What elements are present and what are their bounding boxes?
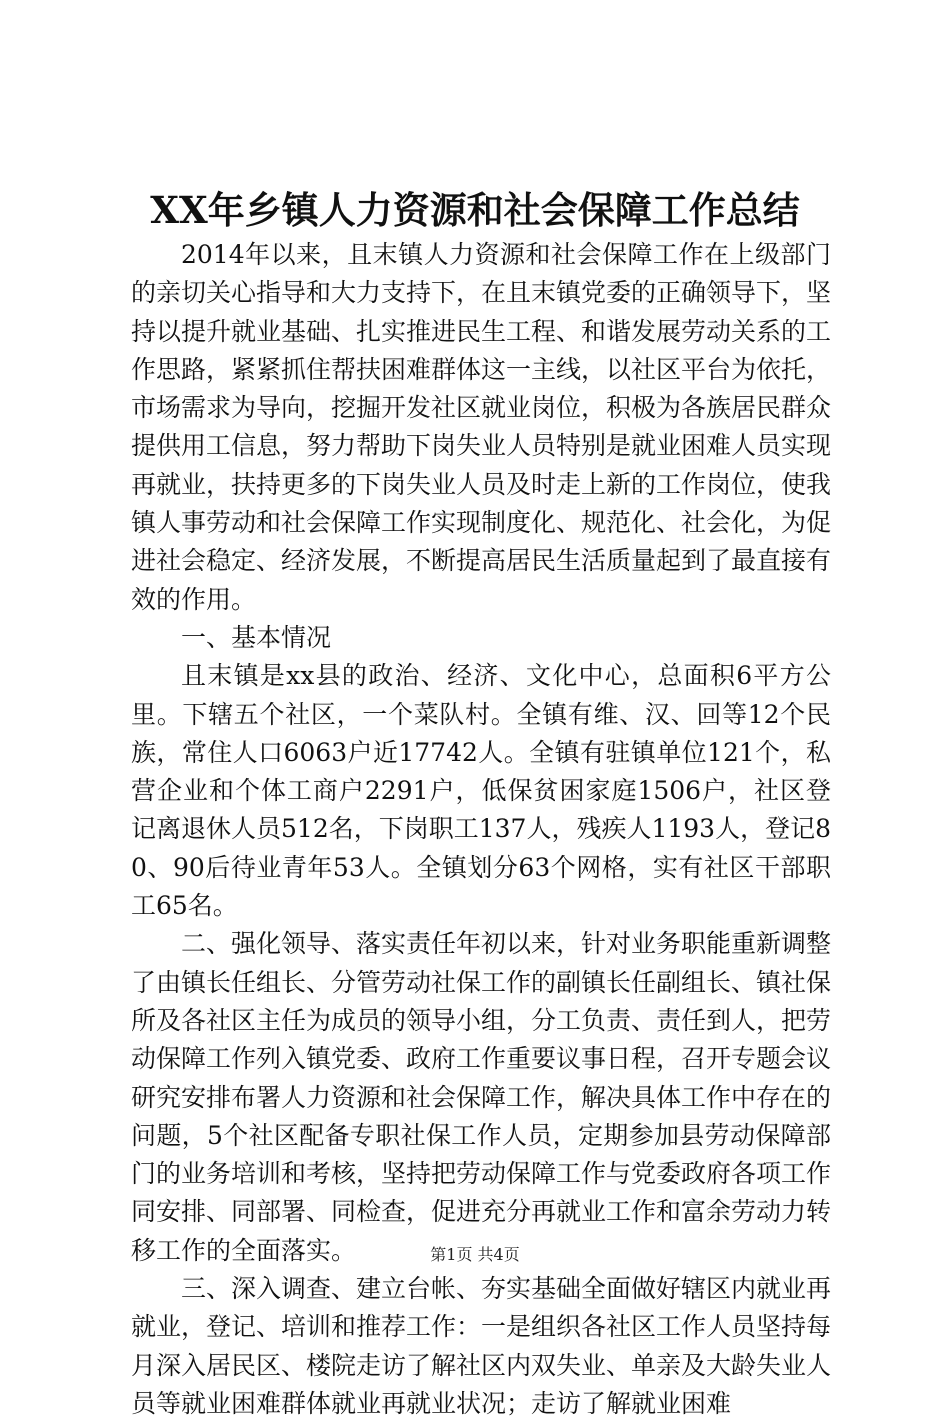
page-number-footer: 第1页 共4页 (430, 1245, 520, 1264)
body-paragraph: 且末镇是xx县的政治、经济、文化中心，总面积6平方公里。下辖五个社区，一个菜队村。全镇有维、汉、回等12个民族，常住人口6063户近17742人。全镇有驻镇单位121个，私营企业和个体工商户2291户，低保贫困家庭1506户，社区登记离退休人员512名，下岗职工137人，残疾人1193人，登记80、90后待业青年53人。全镇划分63个网格，实有社区干部职工65名。 (131, 661, 831, 921)
intro-paragraph: 2014年以来，且末镇人力资源和社会保障工作在上级部门的亲切关心指导和大力支持下，在且末镇党委的正确领导下，坚持以提升就业基础、扎实推进民生工程、和谐发展劳动关系的工作思路，紧紧抓住帮扶困难群体这一主线，以社区平台为依托，市场需求为导向，挖掘开发社区就业岗位，积极为各族居民群众提供用工信息，努力帮助下岗失业人员特别是就业困难人员实现再就业，扶持更多的下岗失业人员及时走上新的工作岗位，使我镇人事劳动和社会保障工作实现制度化、规范化、社会化，为促进社会稳定、经济发展，不断提高居民生活质量起到了最直接有效的作用。 (131, 240, 832, 614)
body-paragraph: 三、深入调查、建立台帐、夯实基础全面做好辖区内就业再就业，登记、培训和推荐工作：一是组织各社区工作人员坚持每月深入居民区、楼院走访了解社区内双失业、单亲及大龄失业人员等就业困难群体就业再就业状况；走访了解就业困难 (131, 1274, 832, 1418)
document-title: XX年乡镇人力资源和社会保障工作总结 (150, 188, 800, 232)
section-heading: 一、基本情况 (181, 622, 332, 652)
body-paragraph: 二、强化领导、落实责任年初以来，针对业务职能重新调整了由镇长任组长、分管劳动社保工作的副镇长任副组长、镇社保所及各社区主任为成员的领导小组，分工负责、责任到人，把劳动保障工作列入镇党委、政府工作重要议事日程，召开专题会议研究安排布署人力资源和社会保障工作，解决具体工作中存在的问题，5个社区配备专职社保工作人员，定期参加县劳动保障部门的业务培训和考核，坚持把劳动保障工作与党委政府各项工作同安排、同部署、同检查，促进充分再就业工作和富余劳动力转移工作的全面落实。 (131, 929, 832, 1265)
